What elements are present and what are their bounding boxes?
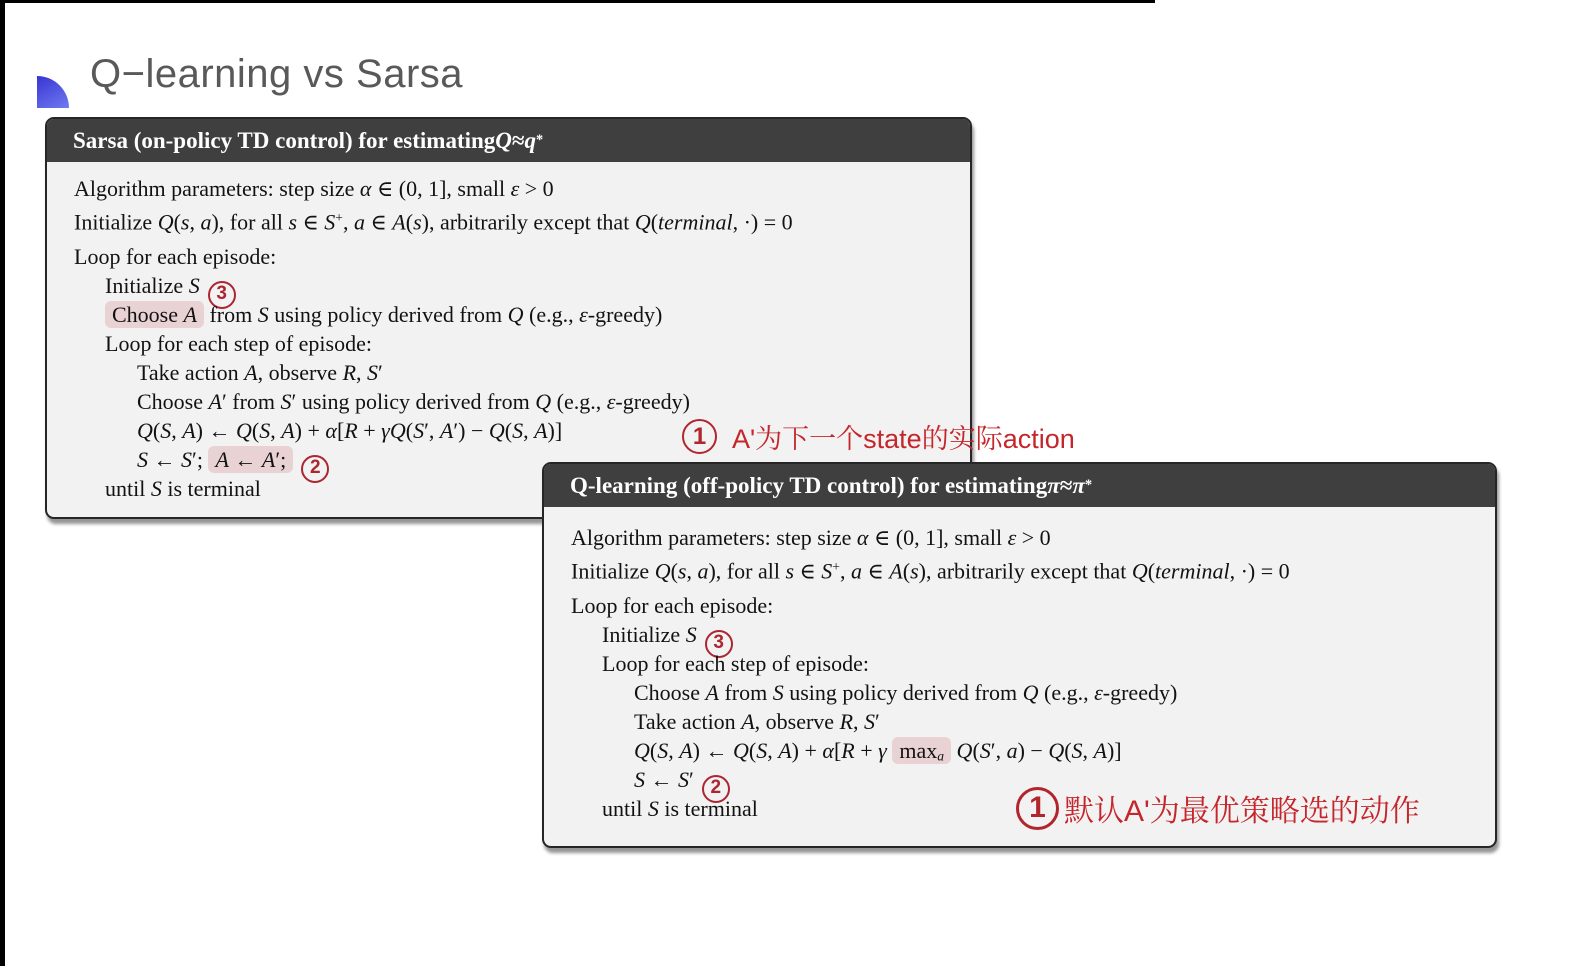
annotation-text: 默认A'为最优策略选的动作 (1064, 795, 1420, 828)
math-segment: > 0 (519, 176, 554, 201)
math-segment: ( (405, 209, 414, 235)
math-segment: ( (972, 738, 980, 763)
math-segment: )] (547, 418, 563, 443)
math-segment: ), for all (211, 209, 289, 235)
math-segment: ε (606, 389, 616, 414)
math-segment: , (853, 709, 865, 734)
math-segment: ∈ (364, 209, 393, 235)
math-segment: A (392, 209, 406, 235)
math-segment: Q (507, 302, 524, 327)
math-segment: S (756, 738, 768, 763)
math-segment: S (181, 447, 192, 472)
math-segment: , (342, 209, 354, 235)
math-segment: ) ← (692, 738, 733, 763)
math-segment: ≈ (511, 127, 525, 153)
math-segment: -greedy) (615, 389, 690, 414)
math-segment: a (353, 209, 365, 235)
math-segment: Take action (137, 360, 245, 385)
math-segment: ← (645, 767, 678, 792)
math-segment: ( (1064, 738, 1072, 763)
math-segment: A (889, 558, 903, 584)
math-segment: Q (733, 738, 749, 763)
math-segment: ( (251, 418, 260, 443)
math-segment: ε (1007, 525, 1017, 550)
math-segment: S (257, 302, 269, 327)
math-segment: ( (649, 738, 658, 763)
math-segment: , observe (754, 709, 840, 734)
math-segment: using policy derived from (268, 302, 508, 327)
math-segment: R (841, 738, 855, 763)
math-segment: A (705, 680, 719, 705)
math-segment: Loop for each episode: (74, 244, 277, 269)
math-segment: a (697, 558, 709, 584)
math-segment: γQ (381, 418, 406, 443)
math-segment: S (160, 418, 172, 443)
math-segment: + (357, 418, 382, 443)
math-segment: Q (157, 209, 174, 235)
math-segment: R (839, 709, 854, 734)
math-segment: A (208, 389, 222, 414)
math-segment: Initialize (74, 209, 158, 235)
algo-line (74, 358, 964, 387)
math-segment: S (1071, 738, 1083, 763)
circled-number-icon: 1 (1016, 787, 1059, 830)
highlight-span (105, 301, 204, 328)
math-segment: q (524, 127, 537, 153)
math-segment: (e.g., (551, 389, 607, 414)
math-segment: S (324, 209, 336, 235)
math-segment: S (137, 447, 148, 472)
math-segment: ′, (424, 418, 440, 443)
math-segment: ), arbitrarily except that (421, 209, 635, 235)
math-segment: Q (137, 418, 153, 443)
math-segment: terminal (658, 209, 733, 235)
algo-header (47, 119, 970, 162)
math-segment: Choose (112, 302, 184, 327)
math-segment: S (821, 558, 833, 584)
math-segment: , observe (257, 360, 343, 385)
annotation-qlearning-optimal-action (1016, 786, 1420, 830)
math-segment: Q (495, 127, 512, 153)
math-segment: + (854, 738, 879, 763)
frame-edge-left (0, 0, 5, 966)
algo-header (544, 464, 1495, 507)
algo-line (74, 387, 964, 416)
math-segment: S (678, 767, 689, 792)
math-segment: ) + (791, 738, 823, 763)
math-segment: from (718, 680, 773, 705)
math-segment: S (647, 796, 659, 821)
math-segment: , (356, 360, 368, 385)
algo-line (74, 174, 964, 203)
math-segment: Q (1131, 558, 1148, 584)
math-segment: s (413, 209, 422, 235)
math-segment: ∈ (794, 558, 822, 584)
math-segment: , (686, 558, 698, 584)
math-segment: -greedy) (1102, 680, 1178, 705)
math-segment: A (778, 738, 792, 763)
circled-number-icon: 2 (702, 775, 730, 803)
math-segment: Initialize (571, 558, 655, 584)
algo-line (571, 591, 1489, 620)
math-segment: ← (228, 447, 262, 472)
page-title: Q−learning vs Sarsa (90, 52, 464, 96)
math-segment: Loop for each step of episode: (105, 331, 372, 356)
math-segment: α (856, 525, 869, 550)
math-segment: ∈ (861, 558, 890, 584)
math-segment: S (634, 767, 645, 792)
math-segment: ε (1094, 680, 1103, 705)
math-segment: S (512, 418, 524, 443)
annotation-text: A'为下一个state的实际action (732, 424, 1075, 454)
math-segment: ′ using policy derived from (291, 389, 536, 414)
algo-line (571, 649, 1489, 678)
math-segment: , (1082, 738, 1094, 763)
math-segment: Loop for each step of episode: (602, 651, 869, 676)
math-segment: Take action (634, 709, 742, 734)
math-segment: Q (236, 418, 252, 443)
math-segment: a (937, 748, 945, 764)
math-segment: A (182, 418, 196, 443)
math-segment: using policy derived from (783, 680, 1023, 705)
math-segment: S (188, 273, 200, 298)
circled-number-icon: 2 (301, 455, 329, 483)
math-segment: ′; (275, 447, 287, 472)
math-segment: S (259, 418, 271, 443)
math-segment: is terminal (161, 476, 261, 501)
math-segment: α (822, 738, 834, 763)
math-segment: Algorithm parameters: step size (571, 525, 857, 550)
math-segment: [ (833, 738, 842, 763)
math-segment: A (281, 418, 295, 443)
math-segment: terminal (1155, 558, 1230, 584)
math-segment: ′; (192, 447, 209, 472)
math-segment: Choose (137, 389, 209, 414)
math-segment: s (910, 558, 919, 584)
math-segment: from (203, 302, 258, 327)
algo-line (74, 329, 964, 358)
frame-edge-top (0, 0, 1155, 3)
math-segment: Q (956, 738, 973, 763)
algo-line (571, 707, 1489, 736)
math-segment: S (413, 418, 425, 443)
math-segment: S (864, 709, 876, 734)
math-segment: Initialize (602, 622, 686, 647)
math-segment: S (150, 476, 162, 501)
algo-line (74, 300, 964, 329)
math-segment: s (785, 558, 794, 584)
math-segment: π (1072, 472, 1085, 498)
math-segment: ) ← (195, 418, 236, 443)
math-segment: ( (405, 418, 414, 443)
math-segment: , (767, 738, 779, 763)
math-segment: ( (152, 418, 161, 443)
math-segment: ε (579, 302, 588, 327)
math-segment: Loop for each episode: (571, 593, 774, 618)
math-segment: is terminal (658, 796, 758, 821)
math-segment: α (359, 176, 372, 201)
math-segment: , (270, 418, 282, 443)
math-segment: π (1047, 472, 1060, 498)
algo-line (571, 523, 1489, 552)
math-segment: ′, (990, 738, 1007, 763)
math-segment: R (344, 418, 358, 443)
math-segment: until (602, 796, 648, 821)
math-segment: A (1093, 738, 1107, 763)
circled-number-icon: 3 (208, 281, 236, 309)
math-segment: * (1084, 477, 1093, 493)
algo-line (571, 552, 1489, 584)
math-segment: Q-learning (off-policy TD control) for estimating (570, 472, 1048, 498)
math-segment: ′ from (221, 389, 281, 414)
math-segment: Q (634, 209, 651, 235)
math-segment: ( (504, 418, 513, 443)
math-segment: S (367, 360, 379, 385)
math-segment: ( (748, 738, 757, 763)
math-segment: Initialize (105, 273, 189, 298)
math-segment: ′ (689, 767, 694, 792)
math-segment: * (536, 132, 544, 148)
math-segment: , (189, 209, 201, 235)
algo-line (571, 736, 1489, 765)
circled-number-icon: 1 (682, 419, 717, 454)
annotation-sarsa-actual-action (682, 417, 1075, 456)
math-segment: (e.g., (1038, 680, 1095, 705)
math-segment: α (325, 418, 337, 443)
algo-line (571, 678, 1489, 707)
math-segment: a (1006, 738, 1018, 763)
math-segment: ), arbitrarily except that (918, 558, 1132, 584)
math-segment: , (668, 738, 680, 763)
math-segment: , (523, 418, 535, 443)
math-segment: Q (634, 738, 650, 763)
math-segment: -greedy) (587, 302, 663, 327)
math-segment: Choose (634, 680, 706, 705)
math-segment: ′ (875, 709, 880, 734)
math-segment: ( (1147, 558, 1156, 584)
math-segment: Q (1022, 680, 1039, 705)
math-segment: s (677, 558, 687, 584)
math-segment: A (261, 447, 276, 472)
math-segment: Algorithm parameters: step size (74, 176, 360, 201)
math-segment: S (979, 738, 991, 763)
math-segment: a (850, 558, 862, 584)
math-segment: γ (878, 738, 893, 763)
math-segment: ( (670, 558, 678, 584)
corner-quarter-circle-decor (37, 76, 69, 108)
math-segment: ) + (294, 418, 326, 443)
math-segment: ′) − (453, 418, 489, 443)
math-segment: ( (902, 558, 911, 584)
math-segment: ε (510, 176, 520, 201)
highlight-span (892, 737, 951, 764)
math-segment: [ (336, 418, 345, 443)
algo-line (74, 242, 964, 271)
math-segment: max (899, 738, 938, 763)
math-segment: Sarsa (on-policy TD control) for estimating (73, 127, 496, 153)
math-segment: S (280, 389, 292, 414)
math-segment: S (685, 622, 697, 647)
math-segment: A (244, 360, 258, 385)
math-segment: )] (1106, 738, 1122, 763)
math-segment: ′ (378, 360, 383, 385)
highlight-span (208, 446, 293, 473)
algo-line (74, 271, 964, 304)
math-segment: , ·) = 0 (1229, 558, 1290, 584)
math-segment: A (439, 418, 454, 443)
math-segment: s (288, 209, 297, 235)
math-segment: Q (488, 418, 505, 443)
math-segment: A (183, 302, 197, 327)
math-segment: > 0 (1016, 525, 1051, 550)
math-segment: A (741, 709, 755, 734)
math-segment: , (171, 418, 183, 443)
math-segment: R (342, 360, 357, 385)
algo-line (571, 620, 1489, 653)
math-segment: A (534, 418, 548, 443)
math-segment: + (832, 559, 840, 574)
math-segment: ∈ (0, 1], small (868, 525, 1008, 550)
math-segment: ( (173, 209, 181, 235)
math-segment: s (180, 209, 190, 235)
math-segment: ), for all (708, 558, 786, 584)
math-segment: + (335, 210, 343, 225)
circled-number-icon: 3 (705, 630, 733, 658)
math-segment: , ·) = 0 (732, 209, 793, 235)
math-segment: ∈ (297, 209, 325, 235)
math-segment: , (839, 558, 851, 584)
math-segment: Q (654, 558, 671, 584)
math-segment: ← (148, 447, 181, 472)
algo-body (544, 507, 1495, 823)
math-segment: ∈ (0, 1], small (371, 176, 511, 201)
math-segment: a (200, 209, 212, 235)
math-segment: S (772, 680, 784, 705)
math-segment: ( (650, 209, 659, 235)
math-segment: ) − (1017, 738, 1049, 763)
sarsa-algorithm-box (45, 117, 972, 519)
math-segment: S (657, 738, 669, 763)
math-segment: A (679, 738, 693, 763)
math-segment: Q (1048, 738, 1065, 763)
math-segment: A (215, 447, 229, 472)
algo-line (74, 203, 964, 235)
math-segment: ≈ (1059, 472, 1073, 498)
math-segment: (e.g., (523, 302, 580, 327)
math-segment: Q (535, 389, 552, 414)
math-segment: until (105, 476, 151, 501)
